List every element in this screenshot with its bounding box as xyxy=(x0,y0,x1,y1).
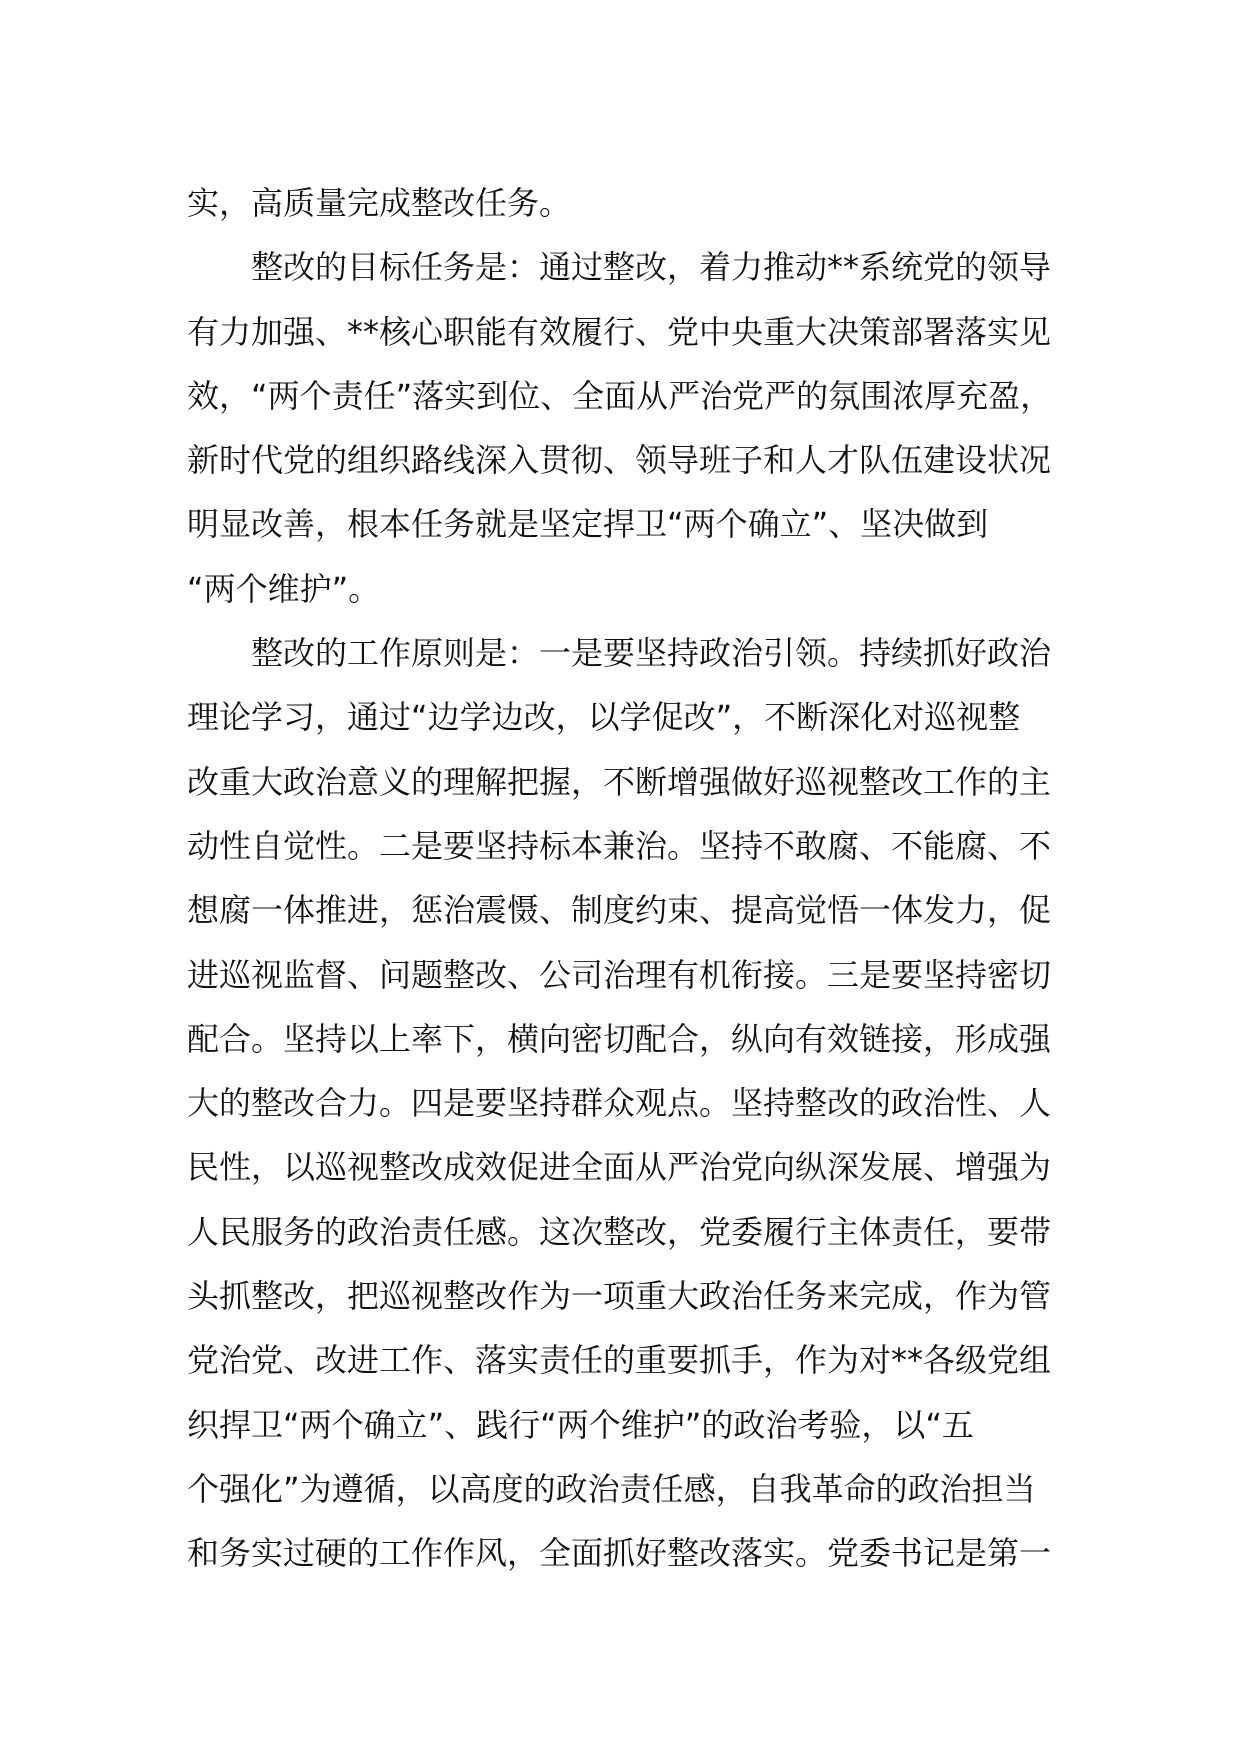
text-line: 人民服务的政治责任感。这次整改，党委履行主体责任，要带 xyxy=(187,1212,1052,1251)
text-line: 改重大政治意义的理解把握，不断增强做好巡视整改工作的主 xyxy=(187,762,1052,801)
text-line: 民性，以巡视整改成效促进全面从严治党向纵深发展、增强为 xyxy=(187,1148,1052,1187)
text-line: “两个维护”。 xyxy=(187,569,381,608)
text-line: 明显改善，根本任务就是坚定捍卫“两个确立”、坚决做到 xyxy=(187,505,989,544)
text-line: 头抓整改，把巡视整改作为一项重大政治任务来完成，作为管 xyxy=(187,1277,1052,1316)
text-line: 大的整改合力。四是要坚持群众观点。坚持整改的政治性、人 xyxy=(187,1084,1052,1123)
text-line: 整改的工作原则是：一是要坚持政治引领。持续抓好政治 xyxy=(187,634,1052,673)
text-line: 理论学习，通过“边学边改，以学促改”，不断深化对巡视整 xyxy=(187,698,1021,737)
text-line: 效，“两个责任”落实到位、全面从严治党严的氛围浓厚充盈， xyxy=(187,376,1053,415)
text-line: 进巡视监督、问题整改、公司治理有机衔接。三是要坚持密切 xyxy=(187,955,1052,994)
text-line: 个强化”为遵循，以高度的政治责任感，自我革命的政治担当 xyxy=(187,1469,1036,1508)
text-line: 整改的目标任务是：通过整改，着力推动**系统党的领导 xyxy=(187,248,1052,287)
text-line: 党治党、改进工作、落实责任的重要抓手，作为对**各级党组 xyxy=(187,1341,1052,1380)
text-line: 实，高质量完成整改任务。 xyxy=(187,184,572,222)
text-line: 织捍卫“两个确立”、践行“两个维护”的政治考验，以“五 xyxy=(187,1405,974,1444)
text-line: 配合。坚持以上率下，横向密切配合，纵向有效链接，形成强 xyxy=(187,1019,1052,1058)
text-line: 新时代党的组织路线深入贯彻、领导班子和人才队伍建设状况 xyxy=(187,441,1052,480)
text-line: 和务实过硬的工作作风，全面抓好整改落实。党委书记是第一 xyxy=(187,1534,1052,1573)
text-line: 有力加强、**核心职能有效履行、党中央重大决策部署落实见 xyxy=(187,312,1052,351)
text-line: 动性自觉性。二是要坚持标本兼治。坚持不敢腐、不能腐、不 xyxy=(187,826,1052,865)
document-body xyxy=(187,171,1053,1586)
text-line: 想腐一体推进，惩治震慑、制度约束、提高觉悟一体发力，促 xyxy=(187,891,1052,930)
